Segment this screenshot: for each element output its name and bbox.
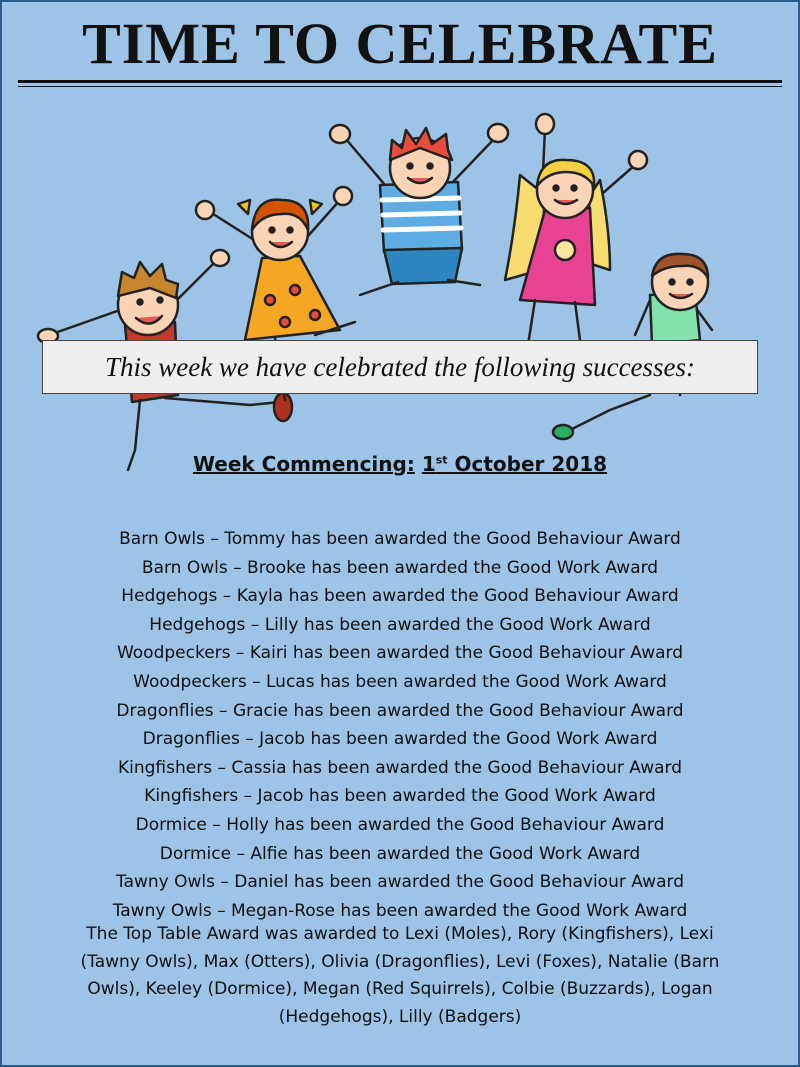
award-line: Woodpeckers – Lucas has been awarded the Good Work Award [133,671,667,692]
top-table-award: The Top Table Award was awarded to Lexi (Moles), Rory (Kingfishers), Lexi (Tawny Owls), Max (Otters), Olivia (Dragonflies), Levi (Foxes), Natalie (Barn Owls), Keeley (Dormice), Megan (Red Squirrels), Colbie (Buzzards), Logan (Hedgehogs), Lilly (Badgers) [80,924,720,1027]
award-line: Kingfishers – Jacob has been awarded the Good Work Award [144,786,656,807]
jumping-children-illustration [0,0,800,480]
award-line: Barn Owls – Tommy has been awarded the Good Behaviour Award [119,529,681,549]
celebration-banner: This week we have celebrated the following successes: [42,340,758,394]
award-line: Kingfishers – Cassia has been awarded the Good Behaviour Award [117,757,683,778]
award-line: Tawny Owls – Megan-Rose has been awarded the Good Work Award [112,900,688,921]
week-label: Week Commencing: [192,452,415,476]
week-day: 1st October 2018 [421,452,608,476]
award-line: Dragonflies – Jacob has been awarded the Good Work Award [142,729,658,750]
award-line: Dormice – Alfie has been awarded the Good Work Award [159,843,641,864]
poster-title: TIME TO CELEBRATE [82,11,718,76]
week-commencing [0,452,800,476]
award-line: Woodpeckers – Kairi has been awarded the Good Behaviour Award [116,643,684,664]
award-line: Dormice – Holly has been awarded the Good Behaviour Award [135,814,665,835]
awards-list [0,525,800,925]
award-line: Hedgehogs – Lilly has been awarded the Good Work Award [149,614,651,635]
award-line: Tawny Owls – Daniel has been awarded the Good Behaviour Award [116,872,684,893]
award-line: Barn Owls – Brooke has been awarded the Good Work Award [141,557,659,578]
award-line: Hedgehogs – Kayla has been awarded the Good Behaviour Award [121,586,679,607]
award-line: Dragonflies – Gracie has been awarded the Good Behaviour Award [116,700,684,721]
